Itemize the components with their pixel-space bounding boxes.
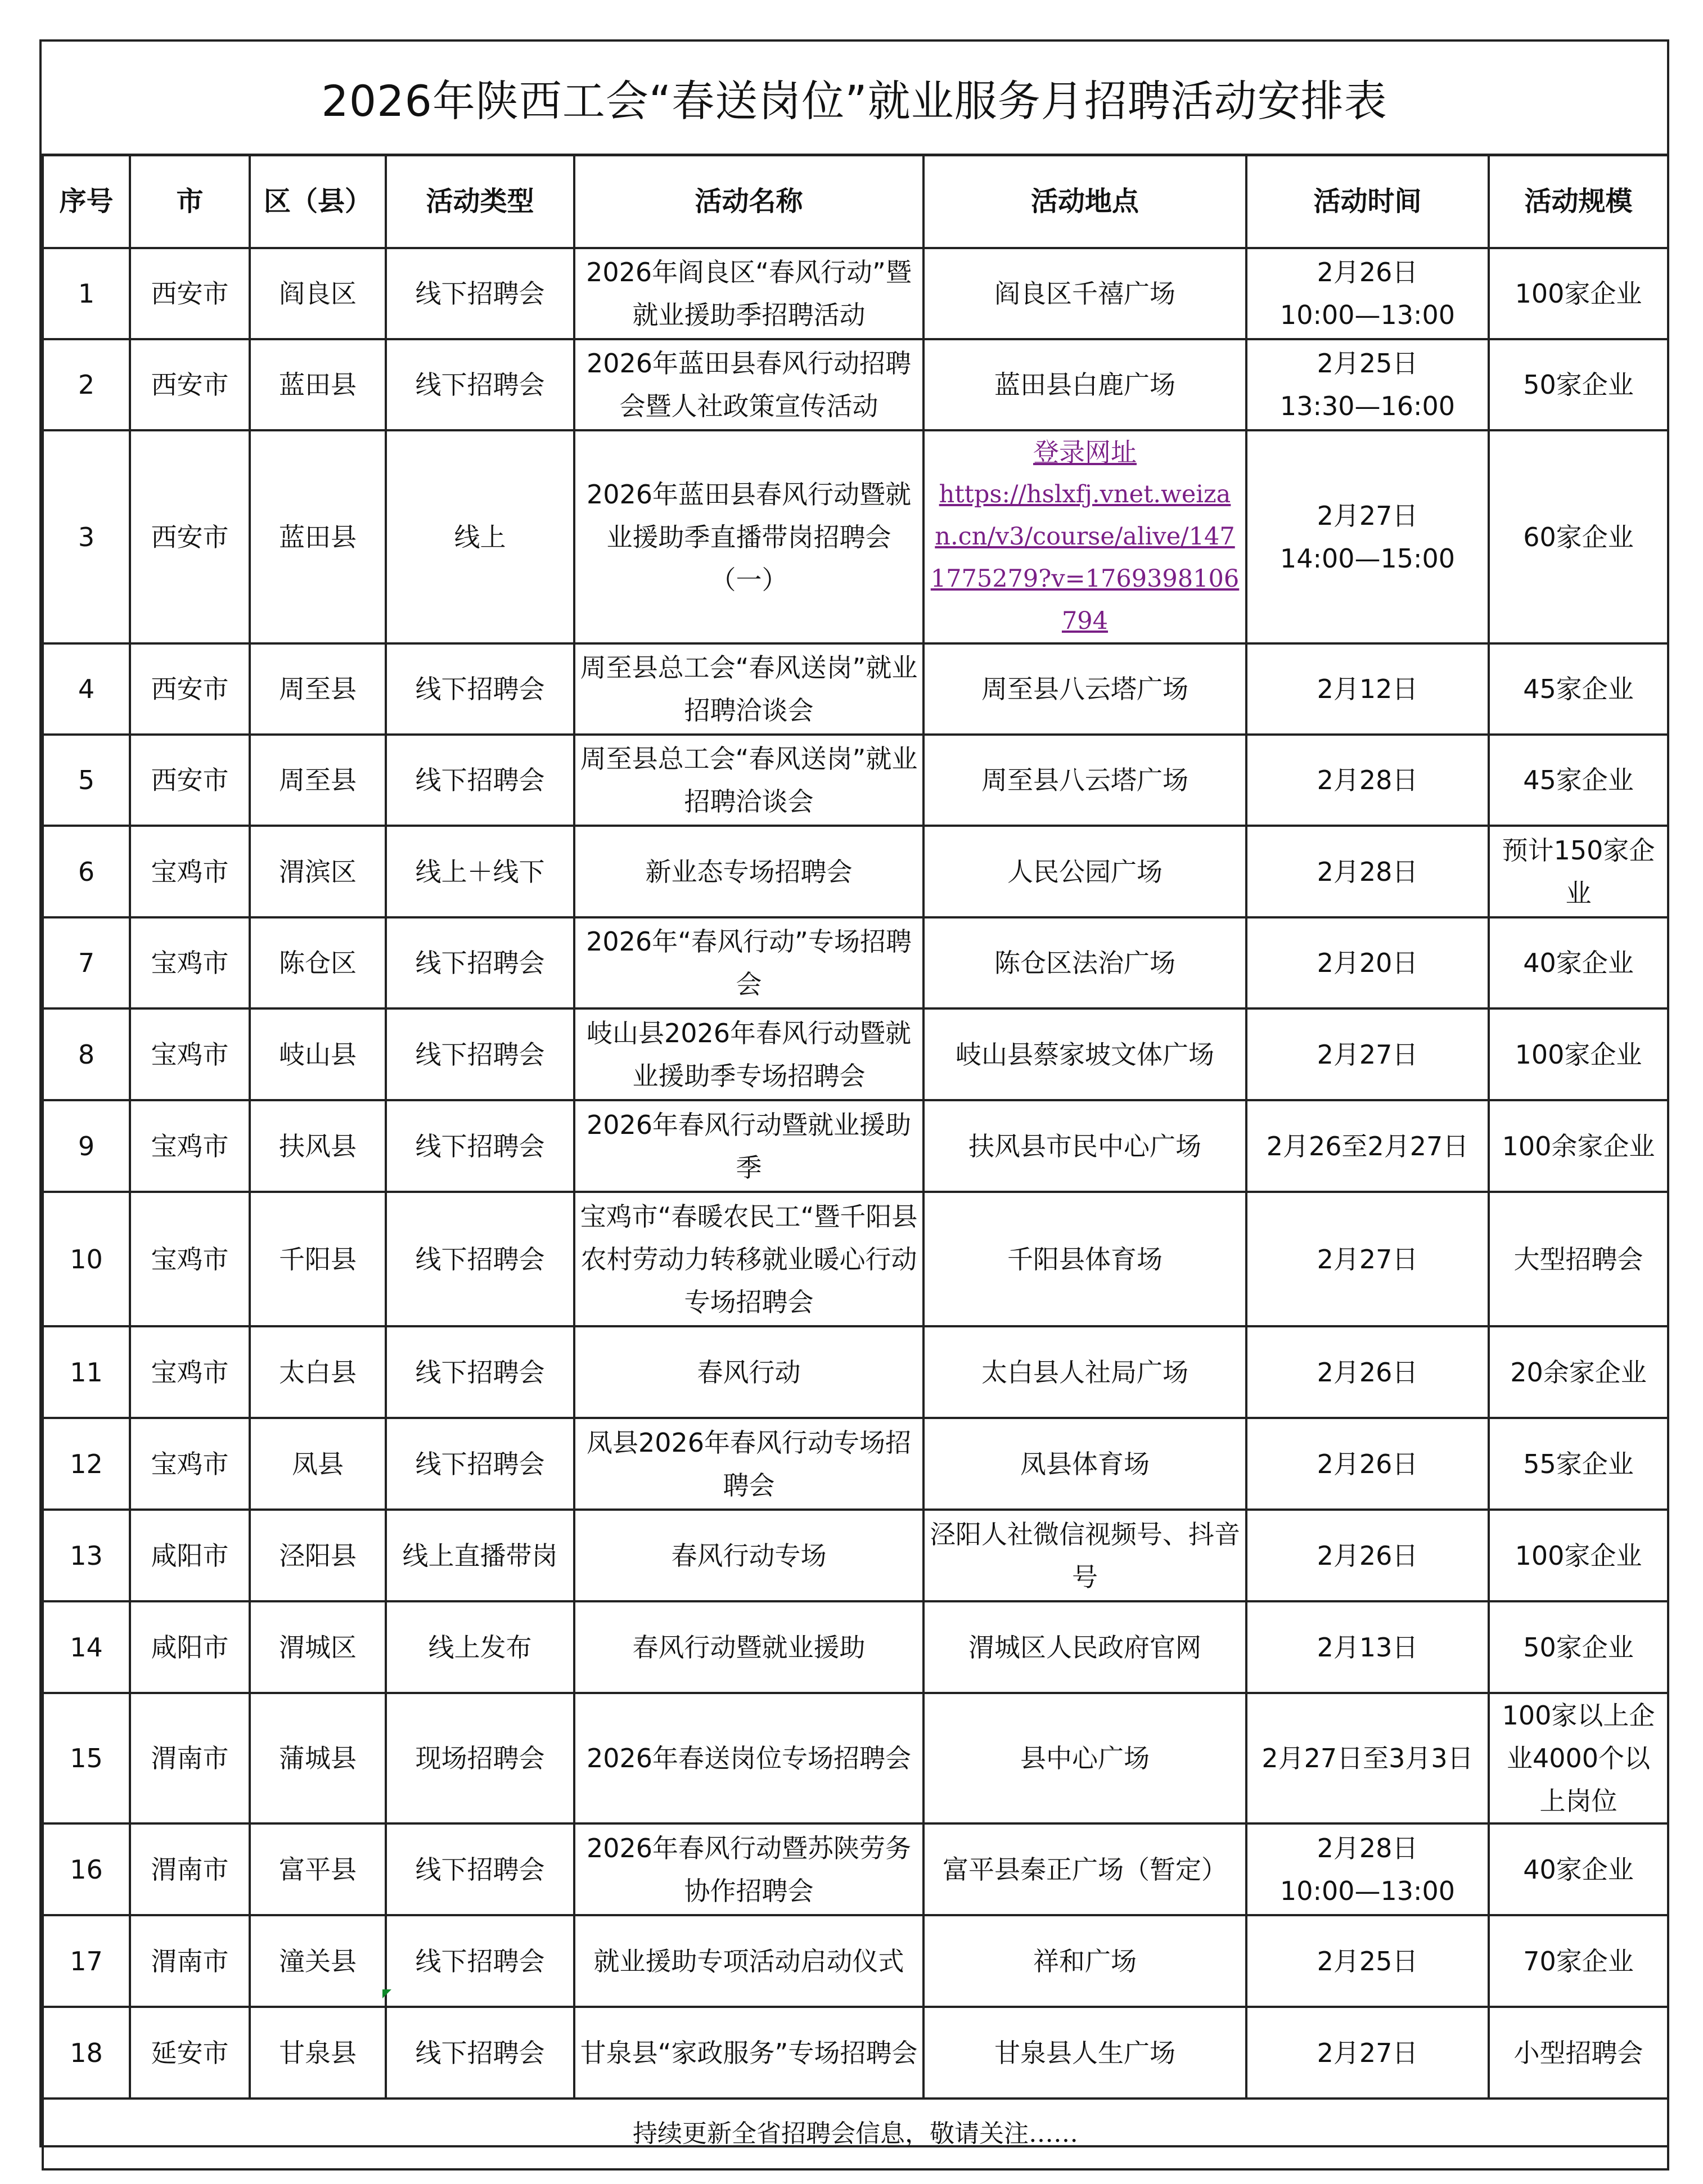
cell-district: 凤县 xyxy=(250,1418,386,1510)
cell-scale: 大型招聘会 xyxy=(1489,1192,1668,1326)
cell-name: 宝鸡市“春暖农民工“暨千阳县农村劳动力转移就业暖心行动专场招聘会 xyxy=(574,1192,923,1326)
cell-place: 周至县八云塔广场 xyxy=(923,735,1246,826)
table-row xyxy=(43,1601,1668,1693)
cell-type: 线上直播带岗 xyxy=(386,1510,574,1601)
header-name: 活动名称 xyxy=(574,155,923,248)
cell-type: 线下招聘会 xyxy=(386,248,574,339)
table-row xyxy=(43,1008,1668,1100)
cell-name: 周至县总工会“春风送岗”就业招聘洽谈会 xyxy=(574,643,923,735)
cell-scale: 50家企业 xyxy=(1489,339,1668,430)
cell-place: 富平县秦正广场（暂定） xyxy=(923,1823,1246,1915)
cell-no: 13 xyxy=(43,1510,130,1601)
cell-scale: 55家企业 xyxy=(1489,1418,1668,1510)
cell-name: 春风行动专场 xyxy=(574,1510,923,1601)
cell-no: 17 xyxy=(43,1915,130,2007)
cell-city: 宝鸡市 xyxy=(130,1418,250,1510)
cell-city: 西安市 xyxy=(130,643,250,735)
cell-name: 就业援助专项活动启动仪式 xyxy=(574,1915,923,2007)
cell-time: 2月13日 xyxy=(1246,1601,1489,1693)
cell-scale: 70家企业 xyxy=(1489,1915,1668,2007)
cell-no: 12 xyxy=(43,1418,130,1510)
header-city: 市 xyxy=(130,155,250,248)
cell-scale: 20余家企业 xyxy=(1489,1326,1668,1418)
cell-name: 2026年“春风行动”专场招聘会 xyxy=(574,917,923,1008)
cell-city: 宝鸡市 xyxy=(130,826,250,917)
cell-time: 2月25日 13:30—16:00 xyxy=(1246,339,1489,430)
cell-type: 线上发布 xyxy=(386,1601,574,1693)
cell-city: 渭南市 xyxy=(130,1693,250,1823)
cell-district: 潼关县 xyxy=(250,1915,386,2007)
login-url-text[interactable]: https://hslxfj.vnet.weizan.cn/v3/course/alive/1471775279?v=1769398106794 xyxy=(930,480,1240,635)
cell-no: 15 xyxy=(43,1693,130,1823)
cell-no: 9 xyxy=(43,1100,130,1192)
cell-type: 现场招聘会 xyxy=(386,1693,574,1823)
cell-district: 阎良区 xyxy=(250,248,386,339)
cell-place: 泾阳人社微信视频号、抖音号 xyxy=(923,1510,1246,1601)
table-header-row xyxy=(43,155,1668,248)
cell-name: 周至县总工会“春风送岗”就业招聘洽谈会 xyxy=(574,735,923,826)
cell-comment-marker xyxy=(382,1989,391,1998)
cell-time: 2月26日 xyxy=(1246,1418,1489,1510)
cell-place: 渭城区人民政府官网 xyxy=(923,1601,1246,1693)
cell-time: 2月12日 xyxy=(1246,643,1489,735)
cell-scale: 45家企业 xyxy=(1489,735,1668,826)
cell-name: 2026年春送岗位专场招聘会 xyxy=(574,1693,923,1823)
cell-time: 2月27日 xyxy=(1246,2007,1489,2099)
header-type: 活动类型 xyxy=(386,155,574,248)
cell-type: 线下招聘会 xyxy=(386,643,574,735)
cell-time: 2月26至2月27日 xyxy=(1246,1100,1489,1192)
cell-district: 岐山县 xyxy=(250,1008,386,1100)
cell-scale: 100家企业 xyxy=(1489,248,1668,339)
cell-district: 周至县 xyxy=(250,735,386,826)
cell-scale: 100家企业 xyxy=(1489,1510,1668,1601)
cell-no: 14 xyxy=(43,1601,130,1693)
cell-place: 太白县人社局广场 xyxy=(923,1326,1246,1418)
table-row xyxy=(43,1100,1668,1192)
cell-place: 陈仓区法治广场 xyxy=(923,917,1246,1008)
cell-no: 5 xyxy=(43,735,130,826)
cell-district: 周至县 xyxy=(250,643,386,735)
cell-city: 宝鸡市 xyxy=(130,1192,250,1326)
cell-district: 扶风县 xyxy=(250,1100,386,1192)
cell-place: 祥和广场 xyxy=(923,1915,1246,2007)
cell-name: 2026年春风行动暨就业援助季 xyxy=(574,1100,923,1192)
cell-time: 2月25日 xyxy=(1246,1915,1489,2007)
cell-name: 春风行动 xyxy=(574,1326,923,1418)
cell-name: 2026年春风行动暨苏陕劳务协作招聘会 xyxy=(574,1823,923,1915)
cell-district: 泾阳县 xyxy=(250,1510,386,1601)
cell-time: 2月27日 14:00—15:00 xyxy=(1246,430,1489,643)
cell-no: 2 xyxy=(43,339,130,430)
header-time: 活动时间 xyxy=(1246,155,1489,248)
table-row xyxy=(43,1823,1668,1915)
cell-no: 3 xyxy=(43,430,130,643)
cell-type: 线下招聘会 xyxy=(386,1192,574,1326)
table-row xyxy=(43,2007,1668,2099)
cell-time: 2月26日 xyxy=(1246,1510,1489,1601)
cell-place: 千阳县体育场 xyxy=(923,1192,1246,1326)
cell-type: 线下招聘会 xyxy=(386,1100,574,1192)
cell-type: 线下招聘会 xyxy=(386,917,574,1008)
header-district: 区（县） xyxy=(250,155,386,248)
cell-place: 周至县八云塔广场 xyxy=(923,643,1246,735)
cell-no: 4 xyxy=(43,643,130,735)
header-place: 活动地点 xyxy=(923,155,1246,248)
cell-city: 西安市 xyxy=(130,735,250,826)
cell-district: 渭城区 xyxy=(250,1601,386,1693)
cell-name: 凤县2026年春风行动专场招聘会 xyxy=(574,1418,923,1510)
table-row xyxy=(43,1192,1668,1326)
cell-scale: 60家企业 xyxy=(1489,430,1668,643)
table-row xyxy=(43,735,1668,826)
table-row xyxy=(43,430,1668,643)
cell-type: 线上＋线下 xyxy=(386,826,574,917)
cell-time: 2月20日 xyxy=(1246,917,1489,1008)
table-row xyxy=(43,826,1668,917)
table-row xyxy=(43,1418,1668,1510)
cell-time: 2月26日 xyxy=(1246,1326,1489,1418)
login-url-label[interactable]: 登录网址 xyxy=(1033,437,1137,467)
cell-scale: 100余家企业 xyxy=(1489,1100,1668,1192)
cell-name: 新业态专场招聘会 xyxy=(574,826,923,917)
cell-place: 阎良区千禧广场 xyxy=(923,248,1246,339)
cell-no: 18 xyxy=(43,2007,130,2099)
cell-district: 蓝田县 xyxy=(250,430,386,643)
table-row xyxy=(43,1693,1668,1823)
cell-no: 8 xyxy=(43,1008,130,1100)
table-row xyxy=(43,1326,1668,1418)
cell-time: 2月27日至3月3日 xyxy=(1246,1693,1489,1823)
table-row xyxy=(43,339,1668,430)
schedule-sheet xyxy=(39,39,1669,2147)
cell-city: 西安市 xyxy=(130,339,250,430)
cell-district: 陈仓区 xyxy=(250,917,386,1008)
cell-time: 2月27日 xyxy=(1246,1008,1489,1100)
cell-place: 人民公园广场 xyxy=(923,826,1246,917)
cell-scale: 100家以上企业4000个以上岗位 xyxy=(1489,1693,1668,1823)
cell-city: 延安市 xyxy=(130,2007,250,2099)
cell-place: 岐山县蔡家坡文体广场 xyxy=(923,1008,1246,1100)
cell-scale: 40家企业 xyxy=(1489,1823,1668,1915)
cell-scale: 100家企业 xyxy=(1489,1008,1668,1100)
cell-scale: 50家企业 xyxy=(1489,1601,1668,1693)
cell-district: 千阳县 xyxy=(250,1192,386,1326)
cell-time: 2月26日 10:00—13:00 xyxy=(1246,248,1489,339)
cell-type: 线下招聘会 xyxy=(386,2007,574,2099)
cell-place: 蓝田县白鹿广场 xyxy=(923,339,1246,430)
cell-place: 县中心广场 xyxy=(923,1693,1246,1823)
cell-type: 线下招聘会 xyxy=(386,1008,574,1100)
cell-name: 春风行动暨就业援助 xyxy=(574,1601,923,1693)
cell-place: 甘泉县人生广场 xyxy=(923,2007,1246,2099)
table-row xyxy=(43,248,1668,339)
cell-time: 2月28日 xyxy=(1246,826,1489,917)
table-row xyxy=(43,1915,1668,2007)
cell-time: 2月28日 xyxy=(1246,735,1489,826)
cell-city: 咸阳市 xyxy=(130,1510,250,1601)
cell-place: 凤县体育场 xyxy=(923,1418,1246,1510)
table-row xyxy=(43,643,1668,735)
cell-city: 渭南市 xyxy=(130,1915,250,2007)
cell-district: 太白县 xyxy=(250,1326,386,1418)
cell-district: 富平县 xyxy=(250,1823,386,1915)
cell-no: 10 xyxy=(43,1192,130,1326)
cell-district: 渭滨区 xyxy=(250,826,386,917)
cell-place: 扶风县市民中心广场 xyxy=(923,1100,1246,1192)
cell-no: 16 xyxy=(43,1823,130,1915)
cell-name: 2026年蓝田县春风行动暨就业援助季直播带岗招聘会（一） xyxy=(574,430,923,643)
cell-district: 甘泉县 xyxy=(250,2007,386,2099)
footer-note: 持续更新全省招聘会信息，敬请关注…… xyxy=(43,2099,1668,2169)
cell-city: 咸阳市 xyxy=(130,1601,250,1693)
cell-type: 线下招聘会 xyxy=(386,735,574,826)
cell-no: 6 xyxy=(43,826,130,917)
cell-time: 2月28日 10:00—13:00 xyxy=(1246,1823,1489,1915)
cell-no: 11 xyxy=(43,1326,130,1418)
header-scale: 活动规模 xyxy=(1489,155,1668,248)
cell-city: 西安市 xyxy=(130,248,250,339)
header-no: 序号 xyxy=(43,155,130,248)
cell-city: 宝鸡市 xyxy=(130,1100,250,1192)
cell-no: 7 xyxy=(43,917,130,1008)
cell-city: 宝鸡市 xyxy=(130,1326,250,1418)
cell-type: 线下招聘会 xyxy=(386,1418,574,1510)
table-row xyxy=(43,1510,1668,1601)
cell-name: 2026年阎良区“春风行动”暨就业援助季招聘活动 xyxy=(574,248,923,339)
cell-no: 1 xyxy=(43,248,130,339)
cell-type: 线下招聘会 xyxy=(386,339,574,430)
schedule-table xyxy=(42,154,1669,2171)
page-title: 2026年陕西工会“春送岗位”就业服务月招聘活动安排表 xyxy=(42,42,1667,156)
cell-scale: 45家企业 xyxy=(1489,643,1668,735)
cell-type: 线下招聘会 xyxy=(386,1823,574,1915)
footer-row xyxy=(43,2099,1668,2169)
cell-district: 蓝田县 xyxy=(250,339,386,430)
cell-district: 蒲城县 xyxy=(250,1693,386,1823)
cell-scale: 小型招聘会 xyxy=(1489,2007,1668,2099)
cell-name: 2026年蓝田县春风行动招聘会暨人社政策宣传活动 xyxy=(574,339,923,430)
cell-type: 线下招聘会 xyxy=(386,1326,574,1418)
cell-city: 宝鸡市 xyxy=(130,1008,250,1100)
cell-type: 线上 xyxy=(386,430,574,643)
cell-place xyxy=(923,430,1246,643)
cell-city: 西安市 xyxy=(130,430,250,643)
cell-city: 渭南市 xyxy=(130,1823,250,1915)
cell-type: 线下招聘会 xyxy=(386,1915,574,2007)
table-row xyxy=(43,917,1668,1008)
login-url-link[interactable] xyxy=(929,431,1241,642)
cell-name: 甘泉县“家政服务”专场招聘会 xyxy=(574,2007,923,2099)
cell-name: 岐山县2026年春风行动暨就业援助季专场招聘会 xyxy=(574,1008,923,1100)
cell-scale: 40家企业 xyxy=(1489,917,1668,1008)
cell-scale: 预计150家企业 xyxy=(1489,826,1668,917)
cell-city: 宝鸡市 xyxy=(130,917,250,1008)
cell-time: 2月27日 xyxy=(1246,1192,1489,1326)
